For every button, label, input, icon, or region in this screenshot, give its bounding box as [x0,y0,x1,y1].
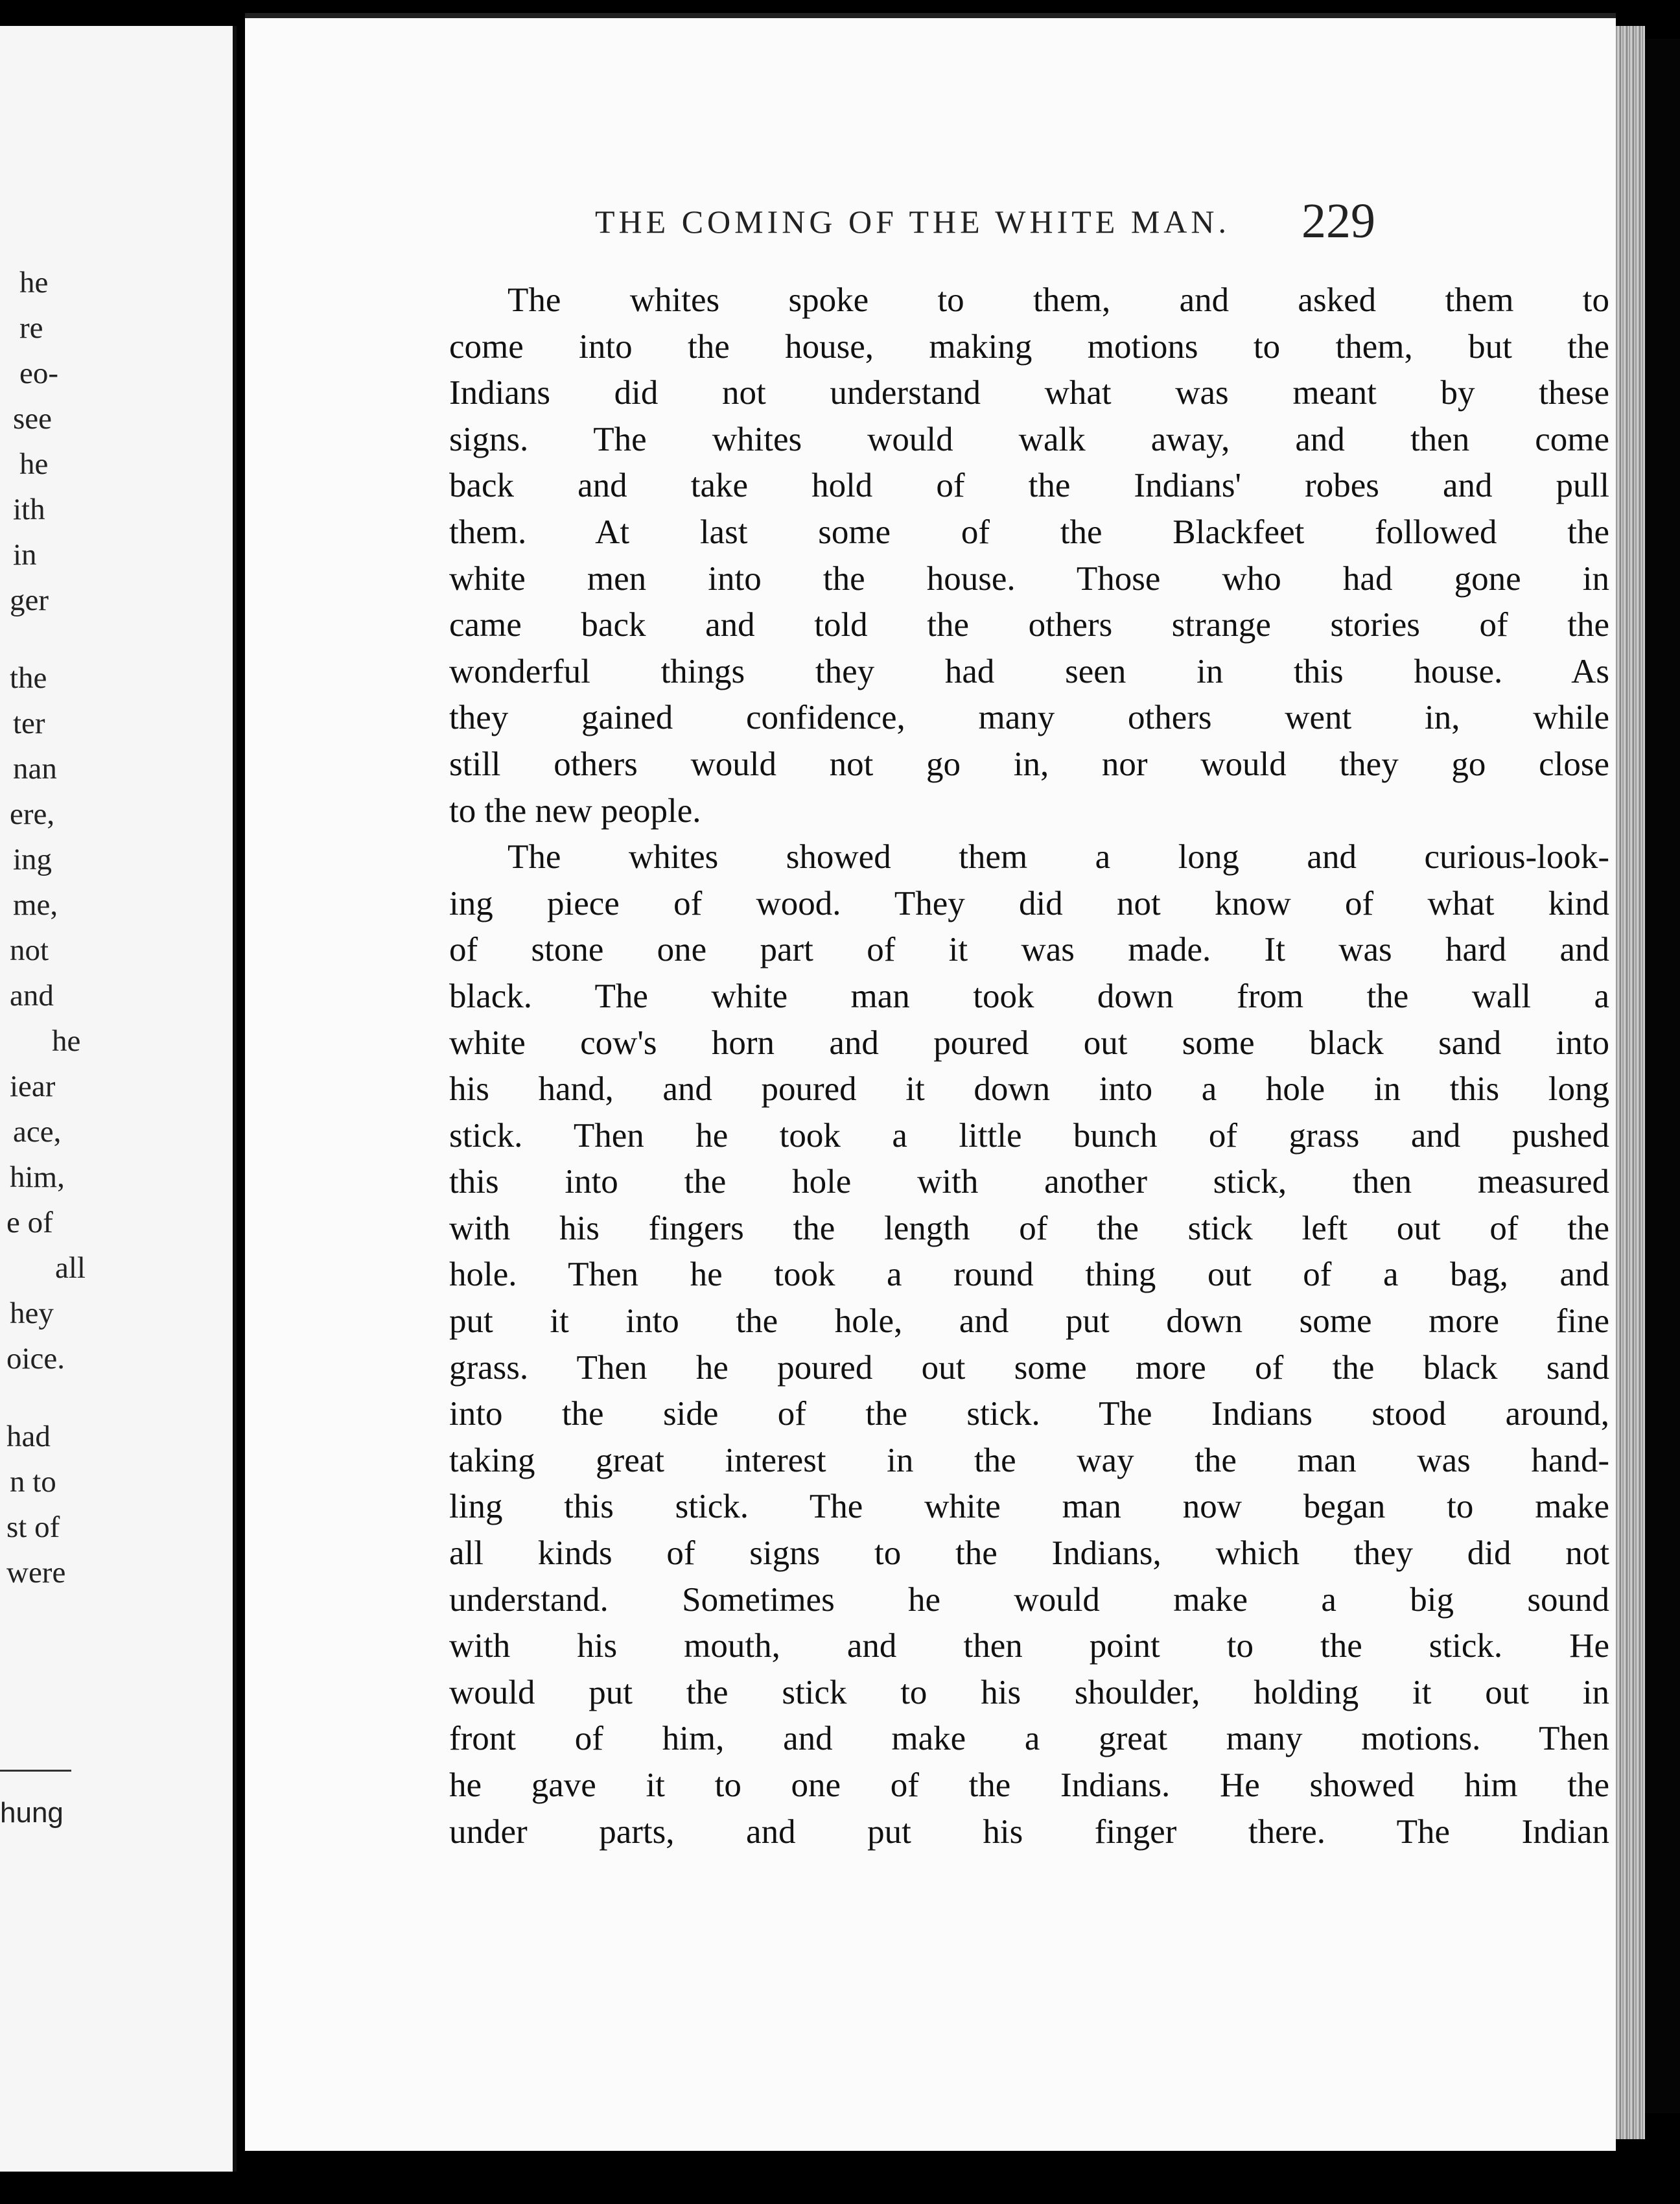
text-line: hole. Then he took a round thing out of a bag, and [449,1256,1609,1294]
text-line: they gained confidence, many others went in, while [449,699,1609,737]
text-line: he gave it to one of the Indians. He showed him the [449,1766,1609,1804]
previous-page-fragment: ger [10,583,49,617]
text-line: grass. Then he poured out some more of the black sand [449,1348,1609,1387]
text-line: still others would not go in, nor would they go close [449,745,1609,783]
body-text [449,277,1609,1855]
text-line: black. The white man took down from the wall a [449,977,1609,1015]
previous-page-fragment: ith [13,493,45,526]
previous-page-fragment: ing [13,843,52,876]
previous-page-fragment: he [19,447,49,481]
text-line: front of him, and make a great many motions. Then [449,1720,1609,1758]
book-page [245,13,1616,2151]
text-line: wonderful things they had seen in this house. As [449,652,1609,690]
previous-page-fragment: st of [6,1510,60,1544]
previous-page-footnote: hung [0,1797,64,1829]
previous-page-fragment: see [13,402,52,436]
page-number: 229 [1301,194,1375,248]
text-line: into the side of the stick. The Indians stood around, [449,1395,1609,1433]
previous-page-fragment: n to [10,1465,56,1499]
text-line: ing piece of wood. They did not know of what kind [449,884,1609,922]
text-line: signs. The whites would walk away, and then come [449,420,1609,458]
previous-page-fragment: had [6,1420,51,1453]
previous-page-fragment: him, [10,1160,65,1194]
previous-page [0,26,237,2172]
text-line: would put the stick to his shoulder, holding it out in [449,1673,1609,1711]
previous-page-fragment: were [6,1556,66,1589]
text-line: put it into the hole, and put down some more fine [449,1302,1609,1341]
previous-page-fragment: in [13,538,37,572]
running-title: THE COMING OF THE WHITE MAN. [595,204,1230,240]
gutter-line [233,26,237,2172]
previous-page-fragment: hey [10,1296,54,1330]
previous-page-fragment: ace, [13,1115,62,1149]
previous-page-fragment: the [10,661,47,695]
text-line: came back and told the others strange stories of the [449,606,1609,644]
text-line: back and take hold of the Indians' robes and pull [449,467,1609,505]
text-line: stick. Then he took a little bunch of grass and pushed [449,1116,1609,1155]
text-line: to the new people. [449,791,701,830]
text-line: ling this stick. The white man now began to make [449,1488,1609,1526]
previous-page-fragment: oice. [6,1342,65,1376]
text-line: all kinds of signs to the Indians, which they did not [449,1534,1609,1573]
previous-page-fragment: ter [13,707,45,740]
text-line: come into the house, making motions to them, but the [449,327,1609,366]
footnote-rule [0,1770,71,1772]
text-line: taking great interest in the way the man was hand- [449,1441,1609,1479]
previous-page-fragment: ere, [10,797,55,831]
text-line: Indians did not understand what was meant by these [449,374,1609,412]
previous-page-fragment: eo- [19,357,59,390]
text-line: his hand, and poured it down into a hole in this long [449,1070,1609,1108]
text-line: this into the hole with another stick, then measured [449,1163,1609,1201]
previous-page-fragment: me, [13,888,58,922]
previous-page-fragment: he [52,1024,81,1058]
previous-page-fragment: e of [6,1206,53,1239]
text-line: understand. Sometimes he would make a big sound [449,1580,1609,1619]
text-line: with his fingers the length of the stick left out of the [449,1209,1609,1247]
previous-page-fragment: not [10,933,49,967]
text-line: with his mouth, and then point to the stick. He [449,1627,1609,1665]
previous-page-fragment: re [19,311,43,345]
book-cover-edge [1645,39,1680,2113]
previous-page-fragment: nan [13,752,57,786]
text-line: under parts, and put his finger there. The Indian [449,1812,1609,1851]
text-line: The whites spoke to them, and asked them to [508,281,1609,319]
text-line: white men into the house. Those who had gone in [449,559,1609,598]
previous-page-fragment: he [19,266,49,299]
previous-page-fragment: iear [10,1070,56,1103]
text-line: of stone one part of it was made. It was hard and [449,931,1609,969]
page-edges [1616,26,1645,2139]
text-line: them. At last some of the Blackfeet followed the [449,513,1609,551]
previous-page-fragment: and [10,979,54,1013]
previous-page-fragment: all [55,1251,86,1285]
text-line: white cow's horn and poured out some black sand into [449,1024,1609,1062]
text-line: The whites showed them a long and curious-look- [508,838,1609,876]
